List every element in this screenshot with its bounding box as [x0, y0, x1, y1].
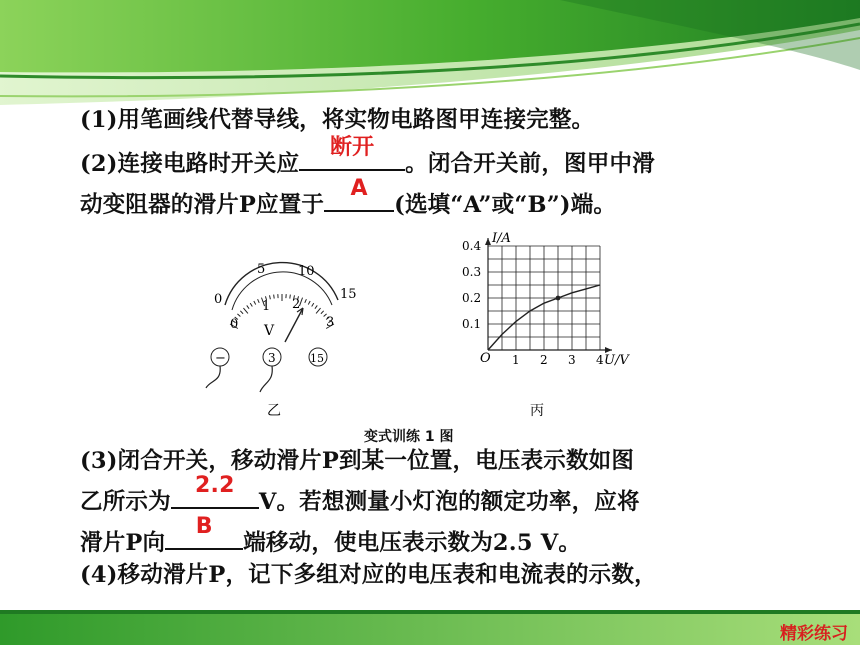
x-tick-label: 2: [540, 353, 548, 367]
figure-panel: [200, 232, 650, 447]
q3-blank-2[interactable]: [165, 514, 243, 550]
vm-unit: V: [264, 323, 275, 339]
vm-top-0: 0: [214, 292, 223, 307]
iu-graph: [462, 232, 630, 419]
vm-top-15: 15: [340, 287, 357, 302]
x-axis-label: U/V: [604, 353, 629, 368]
vm-bottom-0: 0: [230, 317, 239, 332]
vm-tick: [290, 295, 291, 299]
vm-bottom-1: 1: [262, 299, 271, 314]
origin-label: O: [480, 351, 491, 366]
q2-line1-b: 。闭合开关前，图甲中滑: [405, 151, 655, 177]
q2-line2-a: 动变阻器的滑片P应置于: [80, 192, 325, 218]
y-tick-label: 0.2: [462, 291, 482, 305]
vm-terminal-neg-label: −: [215, 351, 226, 366]
vm-top-5: 5: [257, 262, 266, 277]
footer-tag: 精彩练习: [780, 624, 848, 644]
question-4: [80, 556, 657, 595]
q2-line2-b: (选填“A”或“B”)端。: [394, 192, 617, 218]
vm-tick: [243, 308, 247, 313]
y-tick-label: 0.3: [462, 265, 482, 279]
q3-line-2: [80, 473, 640, 522]
vm-tick: [258, 299, 260, 303]
footer-bar: [0, 610, 860, 645]
vm-terminal-15-label: 15: [310, 352, 324, 365]
vm-needle: [285, 308, 303, 342]
voltmeter-figure: [206, 262, 357, 419]
q2-line-2: [80, 176, 655, 225]
q3-blank-1[interactable]: [171, 473, 259, 509]
figure-caption: 变式训练 1 图: [364, 429, 454, 445]
question-3: [80, 442, 640, 563]
curve-point: [556, 296, 561, 301]
y-tick-label: 0.4: [462, 239, 482, 253]
vm-tick: [247, 305, 249, 308]
q2-blank-1[interactable]: [299, 135, 405, 171]
vm-bottom-3: 3: [326, 315, 335, 330]
q2-blank-2[interactable]: [324, 176, 394, 212]
x-tick-label: 4: [596, 353, 604, 367]
vm-tick: [321, 311, 324, 314]
x-tick-label: 1: [512, 353, 520, 367]
header-banner: [0, 0, 860, 108]
vm-tick: [312, 303, 314, 306]
q4-text: (4)移动滑片P，记下多组对应的电压表和电流表的示数，: [80, 562, 657, 588]
vm-top-10: 10: [298, 264, 315, 279]
q3-answer-2: B: [195, 514, 213, 539]
y-tick-label: 0.1: [462, 317, 482, 331]
vm-tick: [305, 299, 307, 303]
q2-answer-1: 断开: [329, 135, 375, 160]
q3-line1: (3)闭合开关，移动滑片P到某一位置，电压表示数如图: [80, 448, 635, 474]
vm-tick: [250, 303, 252, 306]
q3-line2-a: 乙所示为: [80, 489, 171, 515]
y-axis-label: I/A: [492, 232, 511, 246]
q3-line3-a: 滑片P向: [80, 530, 166, 556]
vm-tick: [308, 301, 310, 305]
x-tick-label: 3: [568, 353, 576, 367]
vm-tick: [315, 305, 317, 308]
q3-answer-1: 2.2: [195, 473, 235, 498]
vm-bottom-2: 2: [292, 297, 301, 312]
graph-label: 丙: [530, 403, 544, 419]
q3-line3-b: 端移动，使电压表示数为2.5 V。: [243, 530, 582, 556]
q1-text: (1)用笔画线代替导线，将实物电路图甲连接完整。: [80, 107, 595, 133]
q2-answer-2: A: [350, 176, 368, 201]
vm-label: 乙: [267, 403, 281, 419]
vm-tick: [240, 311, 243, 314]
q2-line1-a: (2)连接电路时开关应: [80, 151, 300, 177]
q3-line-1: [80, 442, 640, 481]
vm-tick: [254, 301, 256, 305]
question-2: [80, 135, 655, 225]
vm-terminal-3-label: 3: [268, 351, 276, 365]
vm-tick: [274, 295, 275, 299]
vm-tick: [316, 308, 320, 313]
q3-line2-b: V。若想测量小灯泡的额定功率，应将: [258, 489, 640, 515]
